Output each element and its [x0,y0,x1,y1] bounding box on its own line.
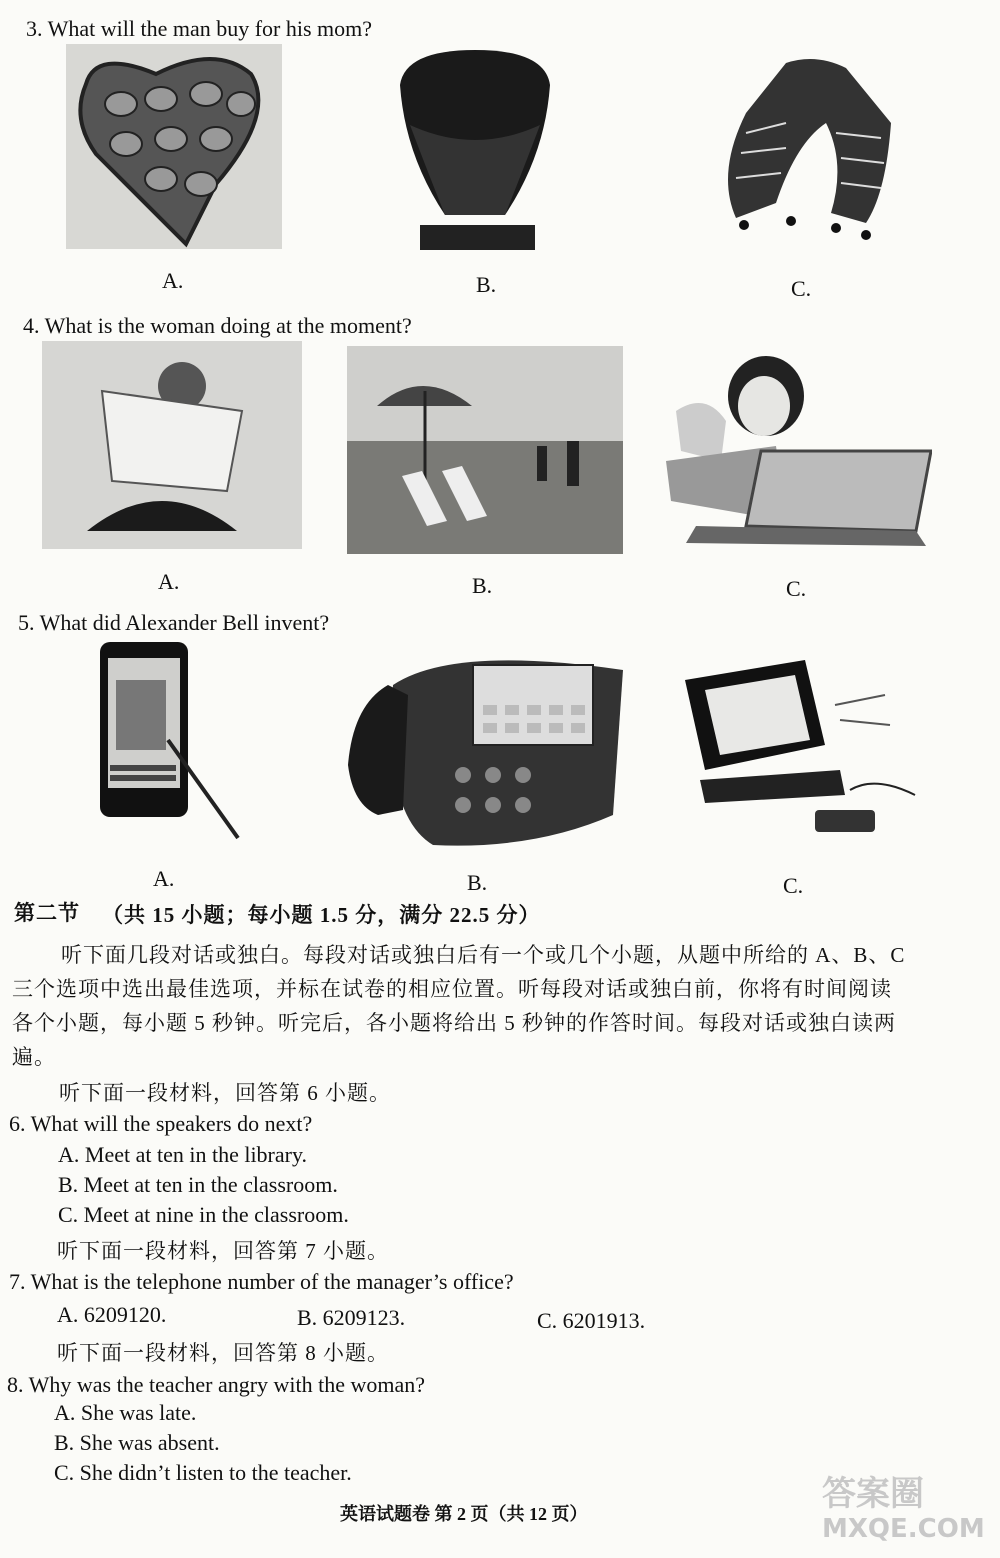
option-3c-scarf-image [716,53,896,243]
question-8-option-a: A. She was late. [54,1400,197,1425]
option-4b-label: B. [472,573,493,598]
watermark-url: MXQE.COM [822,1514,985,1544]
option-5c-computer-image [675,655,925,840]
option-5b-label: B. [467,870,488,895]
question-6-option-a: A. Meet at ten in the library. [58,1142,308,1167]
question-7-intro: 听下面一段材料，回答第 7 小题。 [57,1239,389,1263]
question-7-option-c: C. 6201913. [537,1308,646,1333]
question-8-option-b: B. She was absent. [54,1430,220,1455]
question-7: 7. What is the telephone number of the manager’s office? [9,1269,514,1294]
question-7-option-b: B. 6209123. [297,1305,406,1330]
question-6: 6. What will the speakers do next? [9,1111,313,1136]
question-6-intro: 听下面一段材料，回答第 6 小题。 [59,1081,391,1105]
section-2-subtitle: （共 15 小题；每小题 1.5 分，满分 22.5 分） [102,903,541,927]
option-5a-smartphone-image [98,640,244,842]
option-3b-label: B. [476,272,497,297]
option-4a-label: A. [158,569,180,594]
instruction-line-4: 遍。 [12,1045,56,1069]
option-5b-telephone-image [333,645,628,850]
question-8-intro: 听下面一段材料，回答第 8 小题。 [57,1341,389,1365]
question-4: 4. What is the woman doing at the moment? [23,313,412,338]
option-4b-beach-image [347,346,623,554]
question-6-option-c: C. Meet at nine in the classroom. [58,1202,349,1227]
question-8-option-c: C. She didn’t listen to the teacher. [54,1460,352,1485]
option-4c-label: C. [786,576,807,601]
instruction-line-3: 各个小题，每小题 5 秒钟。听完后，各小题将给出 5 秒钟的作答时间。每段对话或独白读两 [12,1011,896,1035]
page-footer: 英语试题卷 第 2 页（共 12 页） [340,1504,588,1524]
option-3a-chocolate-image [66,44,282,249]
option-3a-label: A. [162,268,184,293]
option-4c-laptop-image [666,351,932,551]
option-3c-label: C. [791,276,812,301]
question-7-option-a: A. 6209120. [57,1302,167,1327]
question-8: 8. Why was the teacher angry with the woman? [7,1372,426,1397]
option-4a-reading-image [42,341,302,549]
instruction-line-2: 三个选项中选出最佳选项，并标在试卷的相应位置。听每段对话或独白前，你将有时间阅读 [12,977,892,1001]
option-5a-label: A. [153,866,175,891]
question-5: 5. What did Alexander Bell invent? [18,610,330,635]
option-5c-label: C. [783,873,804,898]
watermark-logo: 答案圈 [822,1474,924,1514]
option-3b-flowers-image [395,45,553,253]
instruction-line-1: 听下面几段对话或独白。每段对话或独白后有一个或几个小题，从题中所给的 A、B、C [61,943,906,967]
section-2-title: 第二节 [14,901,80,925]
question-6-option-b: B. Meet at ten in the classroom. [58,1172,338,1197]
question-3: 3. What will the man buy for his mom? [26,16,373,41]
